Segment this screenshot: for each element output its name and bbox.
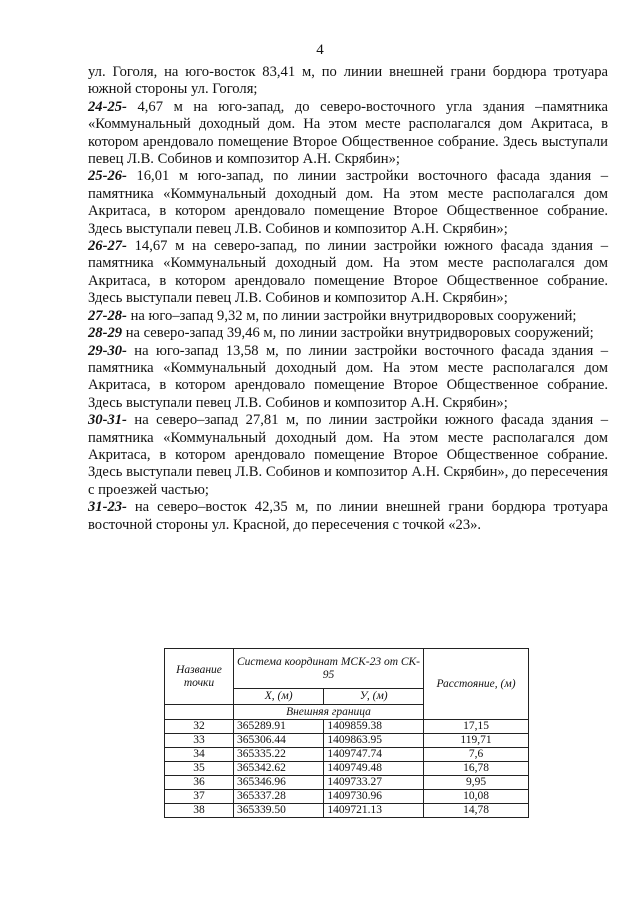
y-cell: 1409863.95: [324, 734, 424, 748]
header-coordinate-system: Система координат МСК-23 от СК- 95: [234, 649, 424, 689]
header-x: X, (м): [234, 689, 324, 705]
page-number: 4: [316, 42, 324, 58]
coordinates-table: [164, 648, 529, 818]
point-cell: 38: [165, 804, 234, 818]
distance-cell: 14,78: [424, 804, 529, 818]
segment-text: 14,67 м на северо-запад, по линии застройки южного фасада здания – памятника «Коммунальный доходный дом. На этом месте располагался дом Акритаса, в котором арендовало помещение Второе Общественное собрание. Здесь выступали певец Л.В. Собинов и композитор А.Н. Скрябин»;: [88, 238, 608, 307]
segment-label: 29-30-: [88, 342, 127, 359]
segment-label: 24-25-: [88, 98, 127, 115]
boundary-paragraph: [88, 412, 608, 499]
y-cell: 1409747.74: [324, 748, 424, 762]
x-cell: 365346.96: [234, 776, 324, 790]
segment-label: 25-26-: [88, 168, 127, 185]
boundary-paragraph: [88, 308, 608, 325]
table-row: [165, 720, 529, 734]
segment-label: 26-27-: [88, 238, 127, 255]
table-row: [165, 790, 529, 804]
distance-cell: 119,71: [424, 734, 529, 748]
segment-text: на северо–запад 27,81 м, по линии застройки южного фасада здания – памятника «Коммунальный доходный дом. На этом месте располагался дом Акритаса, в котором арендовало помещение Второе Общественное собрание. Здесь выступали певец Л.В. Собинов и композитор А.Н. Скрябин», до пересечения с проезжей частью;: [88, 412, 608, 498]
boundary-description: [88, 64, 608, 534]
distance-cell: 17,15: [424, 720, 529, 734]
x-cell: 365289.91: [234, 720, 324, 734]
point-cell: 37: [165, 790, 234, 804]
boundary-paragraph: [88, 343, 608, 413]
table-row: [165, 734, 529, 748]
segment-text: 4,67 м на юго-запад, до северо-восточного угла здания –памятника «Коммунальный доходный дом. На этом месте располагался дом Акритаса, в котором арендовало помещение Второе Общественное собрание. Здесь выступали певец Л.В. Собинов и композитор А.Н. Скрябин»;: [88, 98, 608, 168]
segment-text: на юго–запад 9,32 м, по линии застройки внутридворовых сооружений;: [126, 307, 577, 324]
table-row: [165, 762, 529, 776]
header-empty-cell: [165, 705, 234, 720]
y-cell: 1409730.96: [324, 790, 424, 804]
boundary-paragraph: [88, 499, 608, 534]
segment-text: на северо–восток 42,35 м, по линии внешней грани бордюра тротуара восточной стороны ул. Красной, до пересечения с точкой «23».: [88, 499, 608, 533]
distance-cell: 9,95: [424, 776, 529, 790]
x-cell: 365306.44: [234, 734, 324, 748]
boundary-paragraph: [88, 64, 608, 99]
y-cell: 1409721.13: [324, 804, 424, 818]
point-cell: 32: [165, 720, 234, 734]
segment-label: 28-29: [88, 325, 123, 342]
header-y: У, (м): [324, 689, 424, 705]
distance-cell: 16,78: [424, 762, 529, 776]
distance-cell: 10,08: [424, 790, 529, 804]
segment-text: ул. Гоголя, на юго-восток 83,41 м, по линии внешней грани бордюра тротуара южной стороны ул. Гоголя;: [88, 64, 608, 98]
segment-text: на юго-запад 13,58 м, по линии застройки восточного фасада здания – памятника «Коммунальный доходный дом. На этом месте располагался дом Акритаса, в котором арендовало помещение Второе Общественное собрание. Здесь выступали певец Л.В. Собинов и композитор А.Н. Скрябин»;: [88, 342, 608, 411]
x-cell: 365335.22: [234, 748, 324, 762]
header-point-name: Название точки: [165, 649, 234, 705]
y-cell: 1409733.27: [324, 776, 424, 790]
boundary-paragraph: [88, 238, 608, 308]
section-label: Внешняя граница: [234, 705, 424, 720]
y-cell: 1409749.48: [324, 762, 424, 776]
x-cell: 365337.28: [234, 790, 324, 804]
table-row: [165, 748, 529, 762]
segment-label: 27-28-: [88, 307, 127, 324]
point-cell: 33: [165, 734, 234, 748]
x-cell: 365342.62: [234, 762, 324, 776]
boundary-paragraph: [88, 168, 608, 238]
header-distance: Расстояние, (м): [424, 649, 529, 720]
boundary-paragraph: [88, 325, 608, 342]
segment-label: 30-31-: [88, 412, 127, 429]
table-row: [165, 804, 529, 818]
segment-text: на северо-запад 39,46 м, по линии застройки внутридворовых сооружений;: [122, 325, 594, 342]
segment-text: 16,01 м юго-запад, по линии застройки восточного фасада здания – памятника «Коммунальный доходный дом. На этом месте располагался дом Акритаса, в котором арендовало помещение Второе Общественное собрание. Здесь выступали певец Л.В. Собинов и композитор А.Н. Скрябин»;: [88, 168, 608, 237]
point-cell: 35: [165, 762, 234, 776]
distance-cell: 7,6: [424, 748, 529, 762]
boundary-paragraph: [88, 99, 608, 169]
y-cell: 1409859.38: [324, 720, 424, 734]
segment-label: 31-23-: [88, 499, 127, 516]
point-cell: 34: [165, 748, 234, 762]
table-row: [165, 776, 529, 790]
point-cell: 36: [165, 776, 234, 790]
x-cell: 365339.50: [234, 804, 324, 818]
